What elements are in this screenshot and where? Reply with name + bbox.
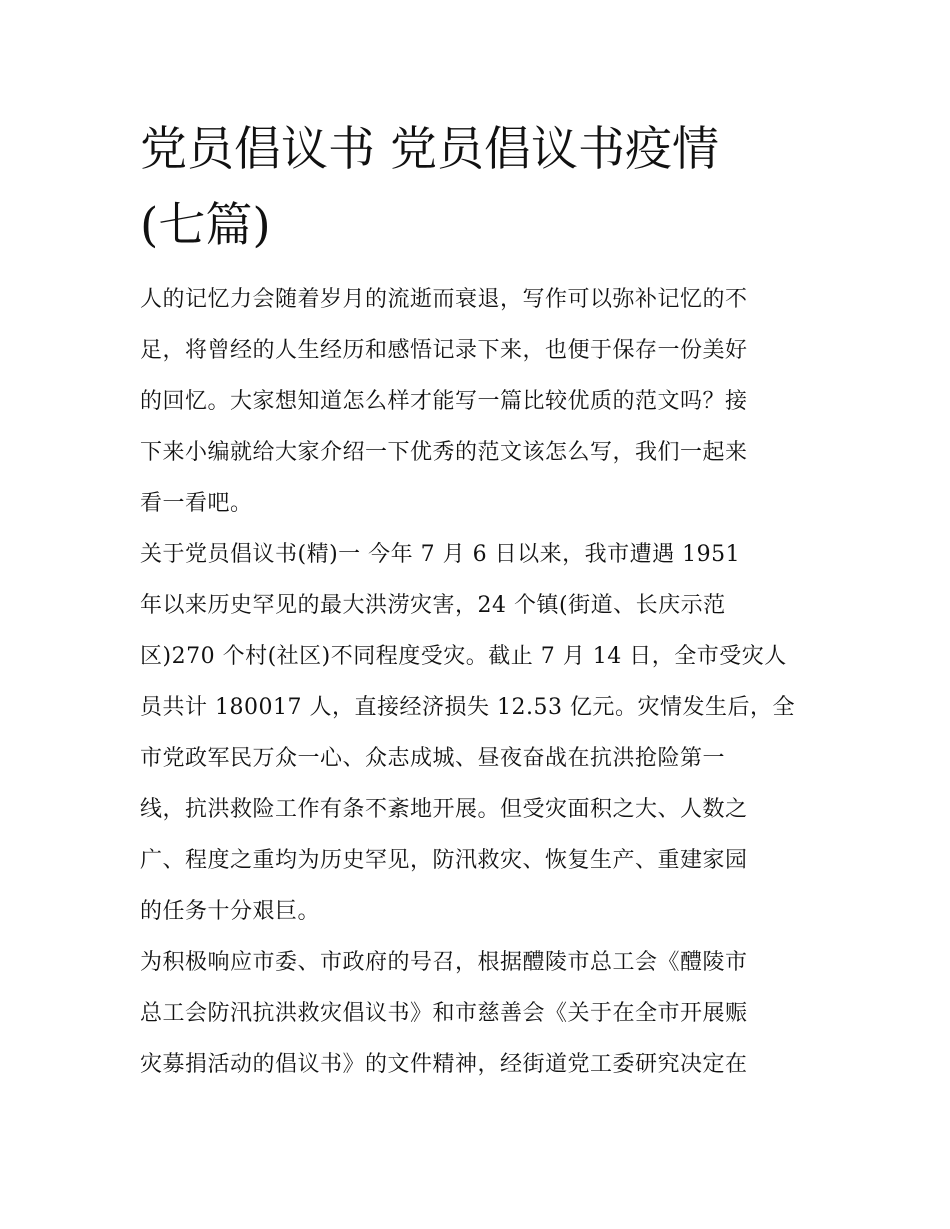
body-paragraph-disaster xyxy=(140,529,815,937)
text-line: 灾募捐活动的倡议书》的文件精神，经街道党工委研究决定在 xyxy=(140,1052,748,1077)
text-line: 年以来历史罕见的最大洪涝灾害，24 个镇(街道、长庆示范 xyxy=(140,593,726,618)
title-line: (七篇) xyxy=(140,198,271,253)
document-title xyxy=(140,112,815,264)
text-line: 的回忆。大家想知道怎么样才能写一篇比较优质的范文吗？接 xyxy=(140,389,748,414)
title-line: 党员倡议书 党员倡议书疫情 xyxy=(140,122,719,177)
intro-paragraph xyxy=(140,274,815,529)
text-line: 区)270 个村(社区)不同程度受灾。截止 7 月 14 日，全市受灾人 xyxy=(140,644,787,669)
document-body xyxy=(140,112,815,1090)
text-line: 市党政军民万众一心、众志成城、昼夜奋战在抗洪抢险第一 xyxy=(140,746,726,771)
text-line: 员共计 180017 人，直接经济损失 12.53 亿元。灾情发生后，全 xyxy=(140,695,795,720)
text-line: 线，抗洪救险工作有条不紊地开展。但受灾面积之大、人数之 xyxy=(140,797,748,822)
text-line: 下来小编就给大家介绍一下优秀的范文该怎么写，我们一起来 xyxy=(140,440,748,465)
text-line: 人的记忆力会随着岁月的流逝而衰退，写作可以弥补记忆的不 xyxy=(140,287,748,312)
text-line: 看一看吧。 xyxy=(140,491,253,516)
text-line: 广、程度之重均为历史罕见，防汛救灾、恢复生产、重建家园 xyxy=(140,848,748,873)
text-line: 关于党员倡议书(精)一 今年 7 月 6 日以来，我市遭遇 1951 xyxy=(140,542,741,567)
body-paragraph-response xyxy=(140,937,815,1090)
text-line: 总工会防汛抗洪救灾倡议书》和市慈善会《关于在全市开展赈 xyxy=(140,1001,748,1026)
text-line: 为积极响应市委、市政府的号召，根据醴陵市总工会《醴陵市 xyxy=(140,950,748,975)
text-line: 的任务十分艰巨。 xyxy=(140,899,321,924)
text-line: 足，将曾经的人生经历和感悟记录下来，也便于保存一份美好 xyxy=(140,338,748,363)
